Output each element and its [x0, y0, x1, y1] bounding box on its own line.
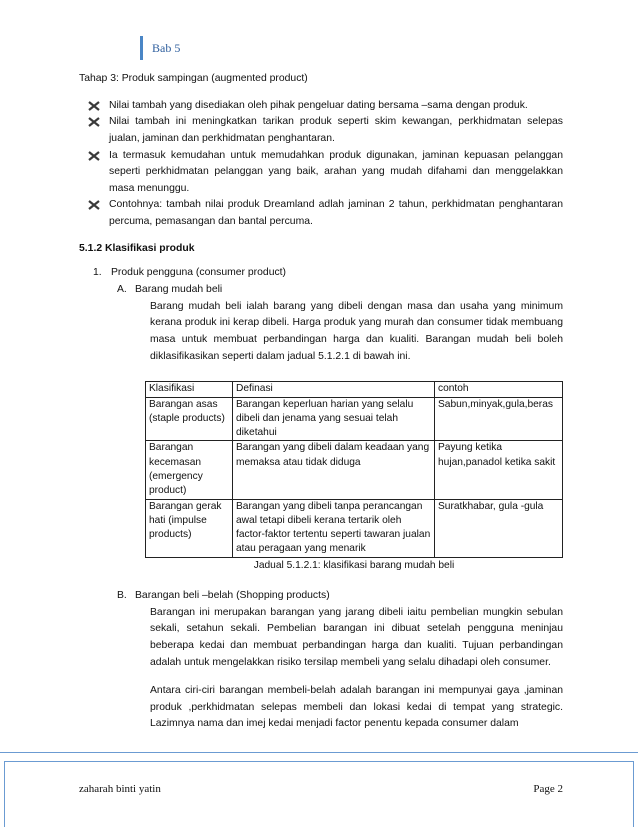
x-cross-bullet-icon	[88, 117, 100, 127]
x-cross-bullet-icon	[88, 101, 100, 111]
classification-table	[145, 381, 563, 557]
paragraph: Barangan ini merupakan barangan yang jarang dibeli iaitu pembelian mungkin sebulan sekali, setahun sekali. Pembelian barangan ini dibuat setelah pengguna meninjau beberapa kedai dan membuat perbandingan harga dan kualiti. Tujuan perbandingan adalah untuk mengelakkan risiko tersilap membeli yang selalu dihadapi oleh consumer.	[150, 606, 563, 668]
sub-item-a	[117, 282, 563, 299]
table-row	[146, 499, 563, 557]
numbered-item	[93, 265, 563, 282]
sub-item-b	[117, 588, 563, 605]
item-number: 1.	[93, 267, 102, 279]
page-content	[79, 71, 563, 733]
bullet-text: Nilai tambah yang disediakan oleh pihak pengeluar dating bersama –sama dengan produk.	[109, 99, 528, 111]
table-cell: Barangan gerak hati (impulse products)	[146, 499, 233, 557]
table-header-row	[146, 382, 563, 397]
table-cell: Payung ketika hujan,panadol ketika sakit	[435, 441, 563, 499]
sub-letter: B.	[117, 589, 127, 601]
table-row	[146, 441, 563, 499]
x-cross-bullet-icon	[88, 200, 100, 210]
bullet-text: Contohnya: tambah nilai produk Dreamland adlah jaminan 2 tahun, perkhidmatan penghantaran percuma, pemasangan dan bantal percuma.	[109, 199, 563, 228]
paragraph: Antara ciri-ciri barangan membeli-belah adalah barangan ini mempunyai gaya ,jaminan produk ,perkhidmatan selepas membeli dan lokasi kedai di tempat yang strategic. Lazimnya nama dan imej kedai menjadi factor penentu kepada consumer dalam	[150, 685, 563, 730]
bullet-text: Nilai tambah ini meningkatkan tarikan produk seperti skim kewangan, perkhidmatan selepas jualan, jaminan dan perkhidmatan penghantaran.	[109, 116, 563, 144]
x-cross-bullet-icon	[88, 151, 100, 161]
table-cell: Barangan kecemasan (emergency product)	[146, 441, 233, 499]
footer-author: zaharah binti yatin	[79, 783, 161, 795]
table-cell: Barangan yang dibeli dalam keadaan yang memaksa atau tidak diduga	[233, 441, 435, 499]
table-cell: Barangan yang dibeli tanpa perancangan awal tetapi dibeli kerana tertarik oleh factor-faktor tertentu seperti tawaran jualan atau peragaan yang menarik	[233, 499, 435, 557]
bullet-item	[109, 197, 563, 230]
table-cell: Suratkhabar, gula -gula	[435, 499, 563, 557]
table-cell: Barangan keperluan harian yang selalu dibeli dan jenama yang sesuai telah diketahui	[233, 397, 435, 441]
bullet-item	[109, 114, 563, 147]
chapter-header: Bab 5	[140, 36, 180, 60]
section-title: 5.1.2 Klasifikasi produk	[79, 242, 195, 254]
page-number: Page 2	[533, 783, 563, 795]
sub-title: Barangan beli –belah (Shopping products)	[135, 589, 330, 601]
table-cell: Barangan asas (staple products)	[146, 397, 233, 441]
tahap-heading: Tahap 3: Produk sampingan (augmented product)	[79, 73, 308, 84]
sub-title: Barang mudah beli	[135, 284, 223, 296]
table-cell: Sabun,minyak,gula,beras	[435, 397, 563, 441]
sub-letter: A.	[117, 284, 127, 296]
bullet-list	[79, 98, 563, 231]
paragraph: Barang mudah beli ialah barang yang dibeli dengan masa dan usaha yang minimum kerana produk ini kerap dibeli. Harga produk yang murah dan consumer tidak membuang masa untuk membuat perbandingan harga dan kualiti. Barangan mudah beli boleh diklasifikasikan seperti dalam jadual 5.1.2.1 di bawah ini.	[150, 300, 563, 362]
table-header: Definasi	[233, 382, 435, 397]
table-caption: Jadual 5.1.2.1: klasifikasi barang mudah beli	[253, 559, 455, 571]
item-label: Produk pengguna (consumer product)	[111, 267, 287, 279]
bullet-item	[109, 148, 563, 198]
table-header: Klasifikasi	[146, 382, 233, 397]
table-header: contoh	[435, 382, 563, 397]
bullet-item	[109, 98, 563, 115]
bullet-text: Ia termasuk kemudahan untuk memudahkan produk digunakan, jaminan kepuasan pelanggan seperti perkhidmatan pelanggan yang baik, arahan yang mudah difahami dan menggelakkan masa menunggu.	[109, 149, 563, 194]
table-row	[146, 397, 563, 441]
